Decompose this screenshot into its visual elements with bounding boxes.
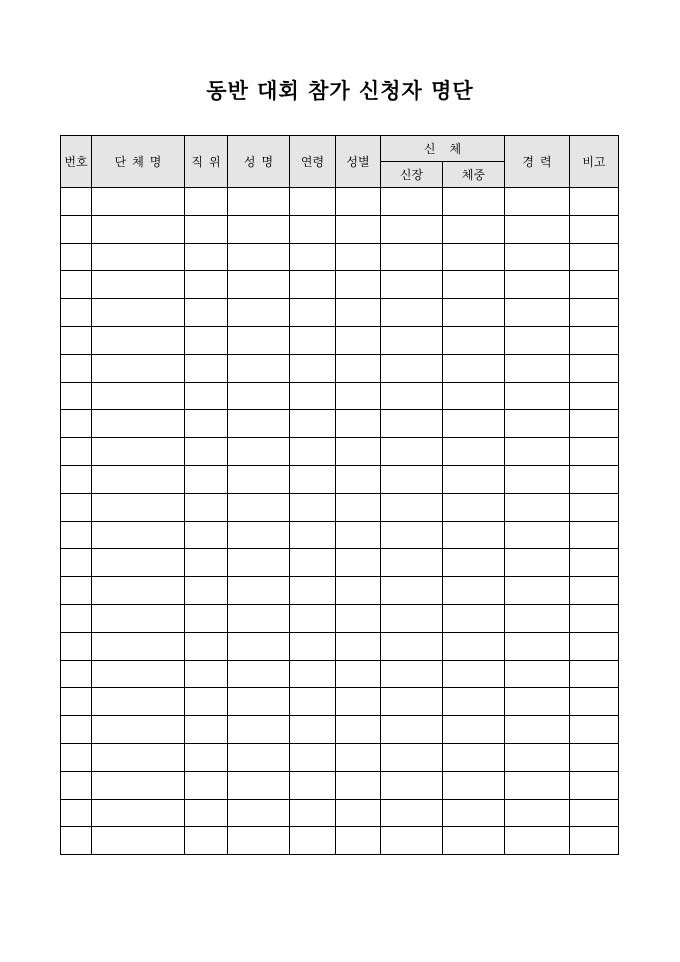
cell-career[interactable]: [505, 188, 570, 216]
cell-position[interactable]: [185, 688, 228, 716]
cell-weight[interactable]: [443, 299, 505, 327]
cell-sex[interactable]: [336, 188, 381, 216]
cell-age[interactable]: [290, 827, 336, 855]
cell-remarks[interactable]: [570, 604, 619, 632]
cell-age[interactable]: [290, 299, 336, 327]
table-row: [61, 215, 619, 243]
cell-name[interactable]: [228, 660, 290, 688]
cell-position[interactable]: [185, 326, 228, 354]
cell-name[interactable]: [228, 827, 290, 855]
table-row: [61, 799, 619, 827]
cell-sex[interactable]: [336, 382, 381, 410]
cell-height[interactable]: [381, 326, 443, 354]
cell-team[interactable]: [92, 771, 185, 799]
cell-sex[interactable]: [336, 660, 381, 688]
cell-age[interactable]: [290, 604, 336, 632]
cell-weight[interactable]: [443, 632, 505, 660]
cell-position[interactable]: [185, 243, 228, 271]
cell-career[interactable]: [505, 688, 570, 716]
cell-age[interactable]: [290, 354, 336, 382]
cell-name[interactable]: [228, 438, 290, 466]
cell-height[interactable]: [381, 549, 443, 577]
cell-no[interactable]: [61, 215, 92, 243]
cell-remarks[interactable]: [570, 493, 619, 521]
cell-age[interactable]: [290, 326, 336, 354]
cell-age[interactable]: [290, 382, 336, 410]
cell-no[interactable]: [61, 354, 92, 382]
cell-age[interactable]: [290, 215, 336, 243]
cell-career[interactable]: [505, 215, 570, 243]
cell-sex[interactable]: [336, 299, 381, 327]
cell-career[interactable]: [505, 326, 570, 354]
cell-remarks[interactable]: [570, 271, 619, 299]
cell-weight[interactable]: [443, 604, 505, 632]
cell-team[interactable]: [92, 716, 185, 744]
table-row: [61, 688, 619, 716]
table-row: [61, 743, 619, 771]
table-row: [61, 326, 619, 354]
cell-sex[interactable]: [336, 549, 381, 577]
cell-name[interactable]: [228, 688, 290, 716]
cell-no[interactable]: [61, 438, 92, 466]
cell-remarks[interactable]: [570, 354, 619, 382]
cell-height[interactable]: [381, 827, 443, 855]
cell-name[interactable]: [228, 299, 290, 327]
cell-position[interactable]: [185, 410, 228, 438]
cell-no[interactable]: [61, 521, 92, 549]
cell-name[interactable]: [228, 632, 290, 660]
table-row: [61, 410, 619, 438]
cell-height[interactable]: [381, 215, 443, 243]
table-row: [61, 465, 619, 493]
cell-height[interactable]: [381, 577, 443, 605]
cell-remarks[interactable]: [570, 215, 619, 243]
table-row: [61, 188, 619, 216]
cell-weight[interactable]: [443, 215, 505, 243]
table-row: [61, 771, 619, 799]
cell-height[interactable]: [381, 743, 443, 771]
cell-position[interactable]: [185, 604, 228, 632]
header-remarks: 비고: [570, 136, 619, 188]
table-row: [61, 632, 619, 660]
cell-weight[interactable]: [443, 465, 505, 493]
cell-no[interactable]: [61, 243, 92, 271]
cell-height[interactable]: [381, 188, 443, 216]
cell-name[interactable]: [228, 743, 290, 771]
cell-team[interactable]: [92, 299, 185, 327]
cell-sex[interactable]: [336, 604, 381, 632]
header-age: 연령: [290, 136, 336, 188]
cell-position[interactable]: [185, 465, 228, 493]
cell-sex[interactable]: [336, 271, 381, 299]
cell-weight[interactable]: [443, 743, 505, 771]
cell-name[interactable]: [228, 549, 290, 577]
header-body: 신체: [381, 136, 505, 162]
cell-age[interactable]: [290, 243, 336, 271]
table-row: [61, 299, 619, 327]
header-career: 경력: [505, 136, 570, 188]
cell-career[interactable]: [505, 632, 570, 660]
cell-age[interactable]: [290, 465, 336, 493]
cell-sex[interactable]: [336, 243, 381, 271]
cell-remarks[interactable]: [570, 771, 619, 799]
cell-name[interactable]: [228, 382, 290, 410]
table-row: [61, 604, 619, 632]
cell-weight[interactable]: [443, 243, 505, 271]
cell-age[interactable]: [290, 493, 336, 521]
cell-remarks[interactable]: [570, 326, 619, 354]
cell-team[interactable]: [92, 438, 185, 466]
cell-age[interactable]: [290, 771, 336, 799]
cell-career[interactable]: [505, 243, 570, 271]
cell-weight[interactable]: [443, 382, 505, 410]
cell-age[interactable]: [290, 799, 336, 827]
cell-height[interactable]: [381, 799, 443, 827]
page-title: 동반 대회 참가 신청자 명단: [206, 78, 474, 103]
cell-team[interactable]: [92, 215, 185, 243]
cell-age[interactable]: [290, 660, 336, 688]
cell-no[interactable]: [61, 326, 92, 354]
cell-team[interactable]: [92, 577, 185, 605]
cell-team[interactable]: [92, 271, 185, 299]
cell-remarks[interactable]: [570, 188, 619, 216]
cell-height[interactable]: [381, 632, 443, 660]
cell-no[interactable]: [61, 577, 92, 605]
table-row: [61, 521, 619, 549]
cell-position[interactable]: [185, 493, 228, 521]
cell-sex[interactable]: [336, 577, 381, 605]
cell-sex[interactable]: [336, 493, 381, 521]
cell-career[interactable]: [505, 465, 570, 493]
cell-name[interactable]: [228, 604, 290, 632]
cell-position[interactable]: [185, 771, 228, 799]
cell-sex[interactable]: [336, 438, 381, 466]
cell-sex[interactable]: [336, 215, 381, 243]
table-row: [61, 354, 619, 382]
cell-sex[interactable]: [336, 326, 381, 354]
header-name: 성명: [228, 136, 290, 188]
table-row: [61, 549, 619, 577]
cell-remarks[interactable]: [570, 299, 619, 327]
cell-career[interactable]: [505, 438, 570, 466]
cell-position[interactable]: [185, 716, 228, 744]
cell-position[interactable]: [185, 299, 228, 327]
cell-name[interactable]: [228, 771, 290, 799]
cell-remarks[interactable]: [570, 410, 619, 438]
cell-height[interactable]: [381, 354, 443, 382]
cell-team[interactable]: [92, 243, 185, 271]
cell-position[interactable]: [185, 438, 228, 466]
cell-position[interactable]: [185, 215, 228, 243]
cell-weight[interactable]: [443, 188, 505, 216]
cell-team[interactable]: [92, 799, 185, 827]
cell-position[interactable]: [185, 660, 228, 688]
cell-age[interactable]: [290, 688, 336, 716]
cell-no[interactable]: [61, 604, 92, 632]
cell-team[interactable]: [92, 382, 185, 410]
cell-team[interactable]: [92, 549, 185, 577]
cell-career[interactable]: [505, 382, 570, 410]
applicant-table: [60, 135, 619, 855]
cell-career[interactable]: [505, 410, 570, 438]
cell-remarks[interactable]: [570, 438, 619, 466]
cell-height[interactable]: [381, 271, 443, 299]
header-position: 직위: [185, 136, 228, 188]
cell-no[interactable]: [61, 493, 92, 521]
cell-no[interactable]: [61, 188, 92, 216]
cell-sex[interactable]: [336, 799, 381, 827]
cell-weight[interactable]: [443, 521, 505, 549]
cell-name[interactable]: [228, 326, 290, 354]
cell-career[interactable]: [505, 604, 570, 632]
cell-career[interactable]: [505, 771, 570, 799]
cell-name[interactable]: [228, 188, 290, 216]
cell-height[interactable]: [381, 299, 443, 327]
cell-weight[interactable]: [443, 410, 505, 438]
cell-no[interactable]: [61, 716, 92, 744]
cell-height[interactable]: [381, 410, 443, 438]
cell-team[interactable]: [92, 521, 185, 549]
cell-no[interactable]: [61, 271, 92, 299]
cell-remarks[interactable]: [570, 660, 619, 688]
cell-remarks[interactable]: [570, 743, 619, 771]
cell-career[interactable]: [505, 521, 570, 549]
table-row: [61, 271, 619, 299]
cell-team[interactable]: [92, 326, 185, 354]
cell-age[interactable]: [290, 438, 336, 466]
cell-career[interactable]: [505, 827, 570, 855]
header-weight: 체중: [443, 162, 505, 188]
cell-weight[interactable]: [443, 577, 505, 605]
cell-height[interactable]: [381, 604, 443, 632]
table-row: [61, 577, 619, 605]
cell-age[interactable]: [290, 521, 336, 549]
cell-age[interactable]: [290, 271, 336, 299]
cell-age[interactable]: [290, 577, 336, 605]
cell-team[interactable]: [92, 188, 185, 216]
cell-team[interactable]: [92, 493, 185, 521]
table-row: [61, 382, 619, 410]
cell-height[interactable]: [381, 771, 443, 799]
cell-weight[interactable]: [443, 493, 505, 521]
cell-sex[interactable]: [336, 743, 381, 771]
cell-no[interactable]: [61, 743, 92, 771]
cell-no[interactable]: [61, 688, 92, 716]
cell-position[interactable]: [185, 549, 228, 577]
cell-position[interactable]: [185, 521, 228, 549]
cell-career[interactable]: [505, 743, 570, 771]
cell-career[interactable]: [505, 660, 570, 688]
table-row: [61, 827, 619, 855]
cell-weight[interactable]: [443, 827, 505, 855]
cell-age[interactable]: [290, 549, 336, 577]
cell-sex[interactable]: [336, 465, 381, 493]
cell-no[interactable]: [61, 299, 92, 327]
cell-position[interactable]: [185, 632, 228, 660]
cell-weight[interactable]: [443, 354, 505, 382]
table-row: [61, 438, 619, 466]
cell-career[interactable]: [505, 271, 570, 299]
cell-no[interactable]: [61, 827, 92, 855]
cell-team[interactable]: [92, 604, 185, 632]
table-row: [61, 716, 619, 744]
header-no: 번호: [61, 136, 92, 188]
cell-position[interactable]: [185, 354, 228, 382]
cell-team[interactable]: [92, 688, 185, 716]
cell-age[interactable]: [290, 743, 336, 771]
cell-remarks[interactable]: [570, 799, 619, 827]
cell-name[interactable]: [228, 215, 290, 243]
cell-age[interactable]: [290, 410, 336, 438]
cell-career[interactable]: [505, 577, 570, 605]
table-body: [61, 188, 619, 855]
cell-name[interactable]: [228, 271, 290, 299]
cell-name[interactable]: [228, 493, 290, 521]
cell-career[interactable]: [505, 354, 570, 382]
cell-remarks[interactable]: [570, 549, 619, 577]
cell-age[interactable]: [290, 188, 336, 216]
cell-weight[interactable]: [443, 660, 505, 688]
header-team: 단체명: [92, 136, 185, 188]
cell-no[interactable]: [61, 382, 92, 410]
cell-sex[interactable]: [336, 521, 381, 549]
cell-position[interactable]: [185, 827, 228, 855]
cell-no[interactable]: [61, 771, 92, 799]
cell-height[interactable]: [381, 243, 443, 271]
cell-height[interactable]: [381, 660, 443, 688]
cell-no[interactable]: [61, 660, 92, 688]
cell-career[interactable]: [505, 493, 570, 521]
cell-remarks[interactable]: [570, 243, 619, 271]
cell-sex[interactable]: [336, 771, 381, 799]
cell-remarks[interactable]: [570, 688, 619, 716]
cell-weight[interactable]: [443, 799, 505, 827]
cell-weight[interactable]: [443, 688, 505, 716]
cell-team[interactable]: [92, 410, 185, 438]
cell-position[interactable]: [185, 188, 228, 216]
cell-weight[interactable]: [443, 716, 505, 744]
cell-name[interactable]: [228, 354, 290, 382]
cell-team[interactable]: [92, 743, 185, 771]
cell-weight[interactable]: [443, 271, 505, 299]
cell-name[interactable]: [228, 243, 290, 271]
cell-age[interactable]: [290, 716, 336, 744]
cell-no[interactable]: [61, 410, 92, 438]
table-row: [61, 660, 619, 688]
cell-height[interactable]: [381, 716, 443, 744]
cell-weight[interactable]: [443, 438, 505, 466]
cell-sex[interactable]: [336, 354, 381, 382]
cell-height[interactable]: [381, 688, 443, 716]
cell-sex[interactable]: [336, 632, 381, 660]
cell-remarks[interactable]: [570, 577, 619, 605]
cell-position[interactable]: [185, 577, 228, 605]
cell-name[interactable]: [228, 799, 290, 827]
header-sex: 성별: [336, 136, 381, 188]
cell-remarks[interactable]: [570, 465, 619, 493]
table-row: [61, 493, 619, 521]
cell-no[interactable]: [61, 549, 92, 577]
cell-height[interactable]: [381, 521, 443, 549]
table-row: [61, 243, 619, 271]
cell-team[interactable]: [92, 660, 185, 688]
cell-name[interactable]: [228, 465, 290, 493]
cell-no[interactable]: [61, 465, 92, 493]
cell-career[interactable]: [505, 799, 570, 827]
cell-name[interactable]: [228, 716, 290, 744]
cell-weight[interactable]: [443, 771, 505, 799]
cell-sex[interactable]: [336, 410, 381, 438]
cell-team[interactable]: [92, 465, 185, 493]
cell-remarks[interactable]: [570, 827, 619, 855]
cell-position[interactable]: [185, 799, 228, 827]
cell-team[interactable]: [92, 632, 185, 660]
cell-sex[interactable]: [336, 827, 381, 855]
cell-height[interactable]: [381, 493, 443, 521]
cell-team[interactable]: [92, 827, 185, 855]
cell-height[interactable]: [381, 438, 443, 466]
cell-team[interactable]: [92, 354, 185, 382]
cell-height[interactable]: [381, 465, 443, 493]
cell-name[interactable]: [228, 577, 290, 605]
cell-career[interactable]: [505, 299, 570, 327]
cell-remarks[interactable]: [570, 632, 619, 660]
cell-remarks[interactable]: [570, 521, 619, 549]
cell-career[interactable]: [505, 549, 570, 577]
cell-weight[interactable]: [443, 326, 505, 354]
cell-name[interactable]: [228, 410, 290, 438]
cell-career[interactable]: [505, 716, 570, 744]
cell-height[interactable]: [381, 382, 443, 410]
cell-position[interactable]: [185, 271, 228, 299]
cell-position[interactable]: [185, 743, 228, 771]
cell-no[interactable]: [61, 632, 92, 660]
cell-no[interactable]: [61, 799, 92, 827]
cell-weight[interactable]: [443, 549, 505, 577]
cell-remarks[interactable]: [570, 716, 619, 744]
cell-sex[interactable]: [336, 716, 381, 744]
cell-age[interactable]: [290, 632, 336, 660]
header-height: 신장: [381, 162, 443, 188]
cell-name[interactable]: [228, 521, 290, 549]
cell-remarks[interactable]: [570, 382, 619, 410]
cell-sex[interactable]: [336, 688, 381, 716]
cell-position[interactable]: [185, 382, 228, 410]
